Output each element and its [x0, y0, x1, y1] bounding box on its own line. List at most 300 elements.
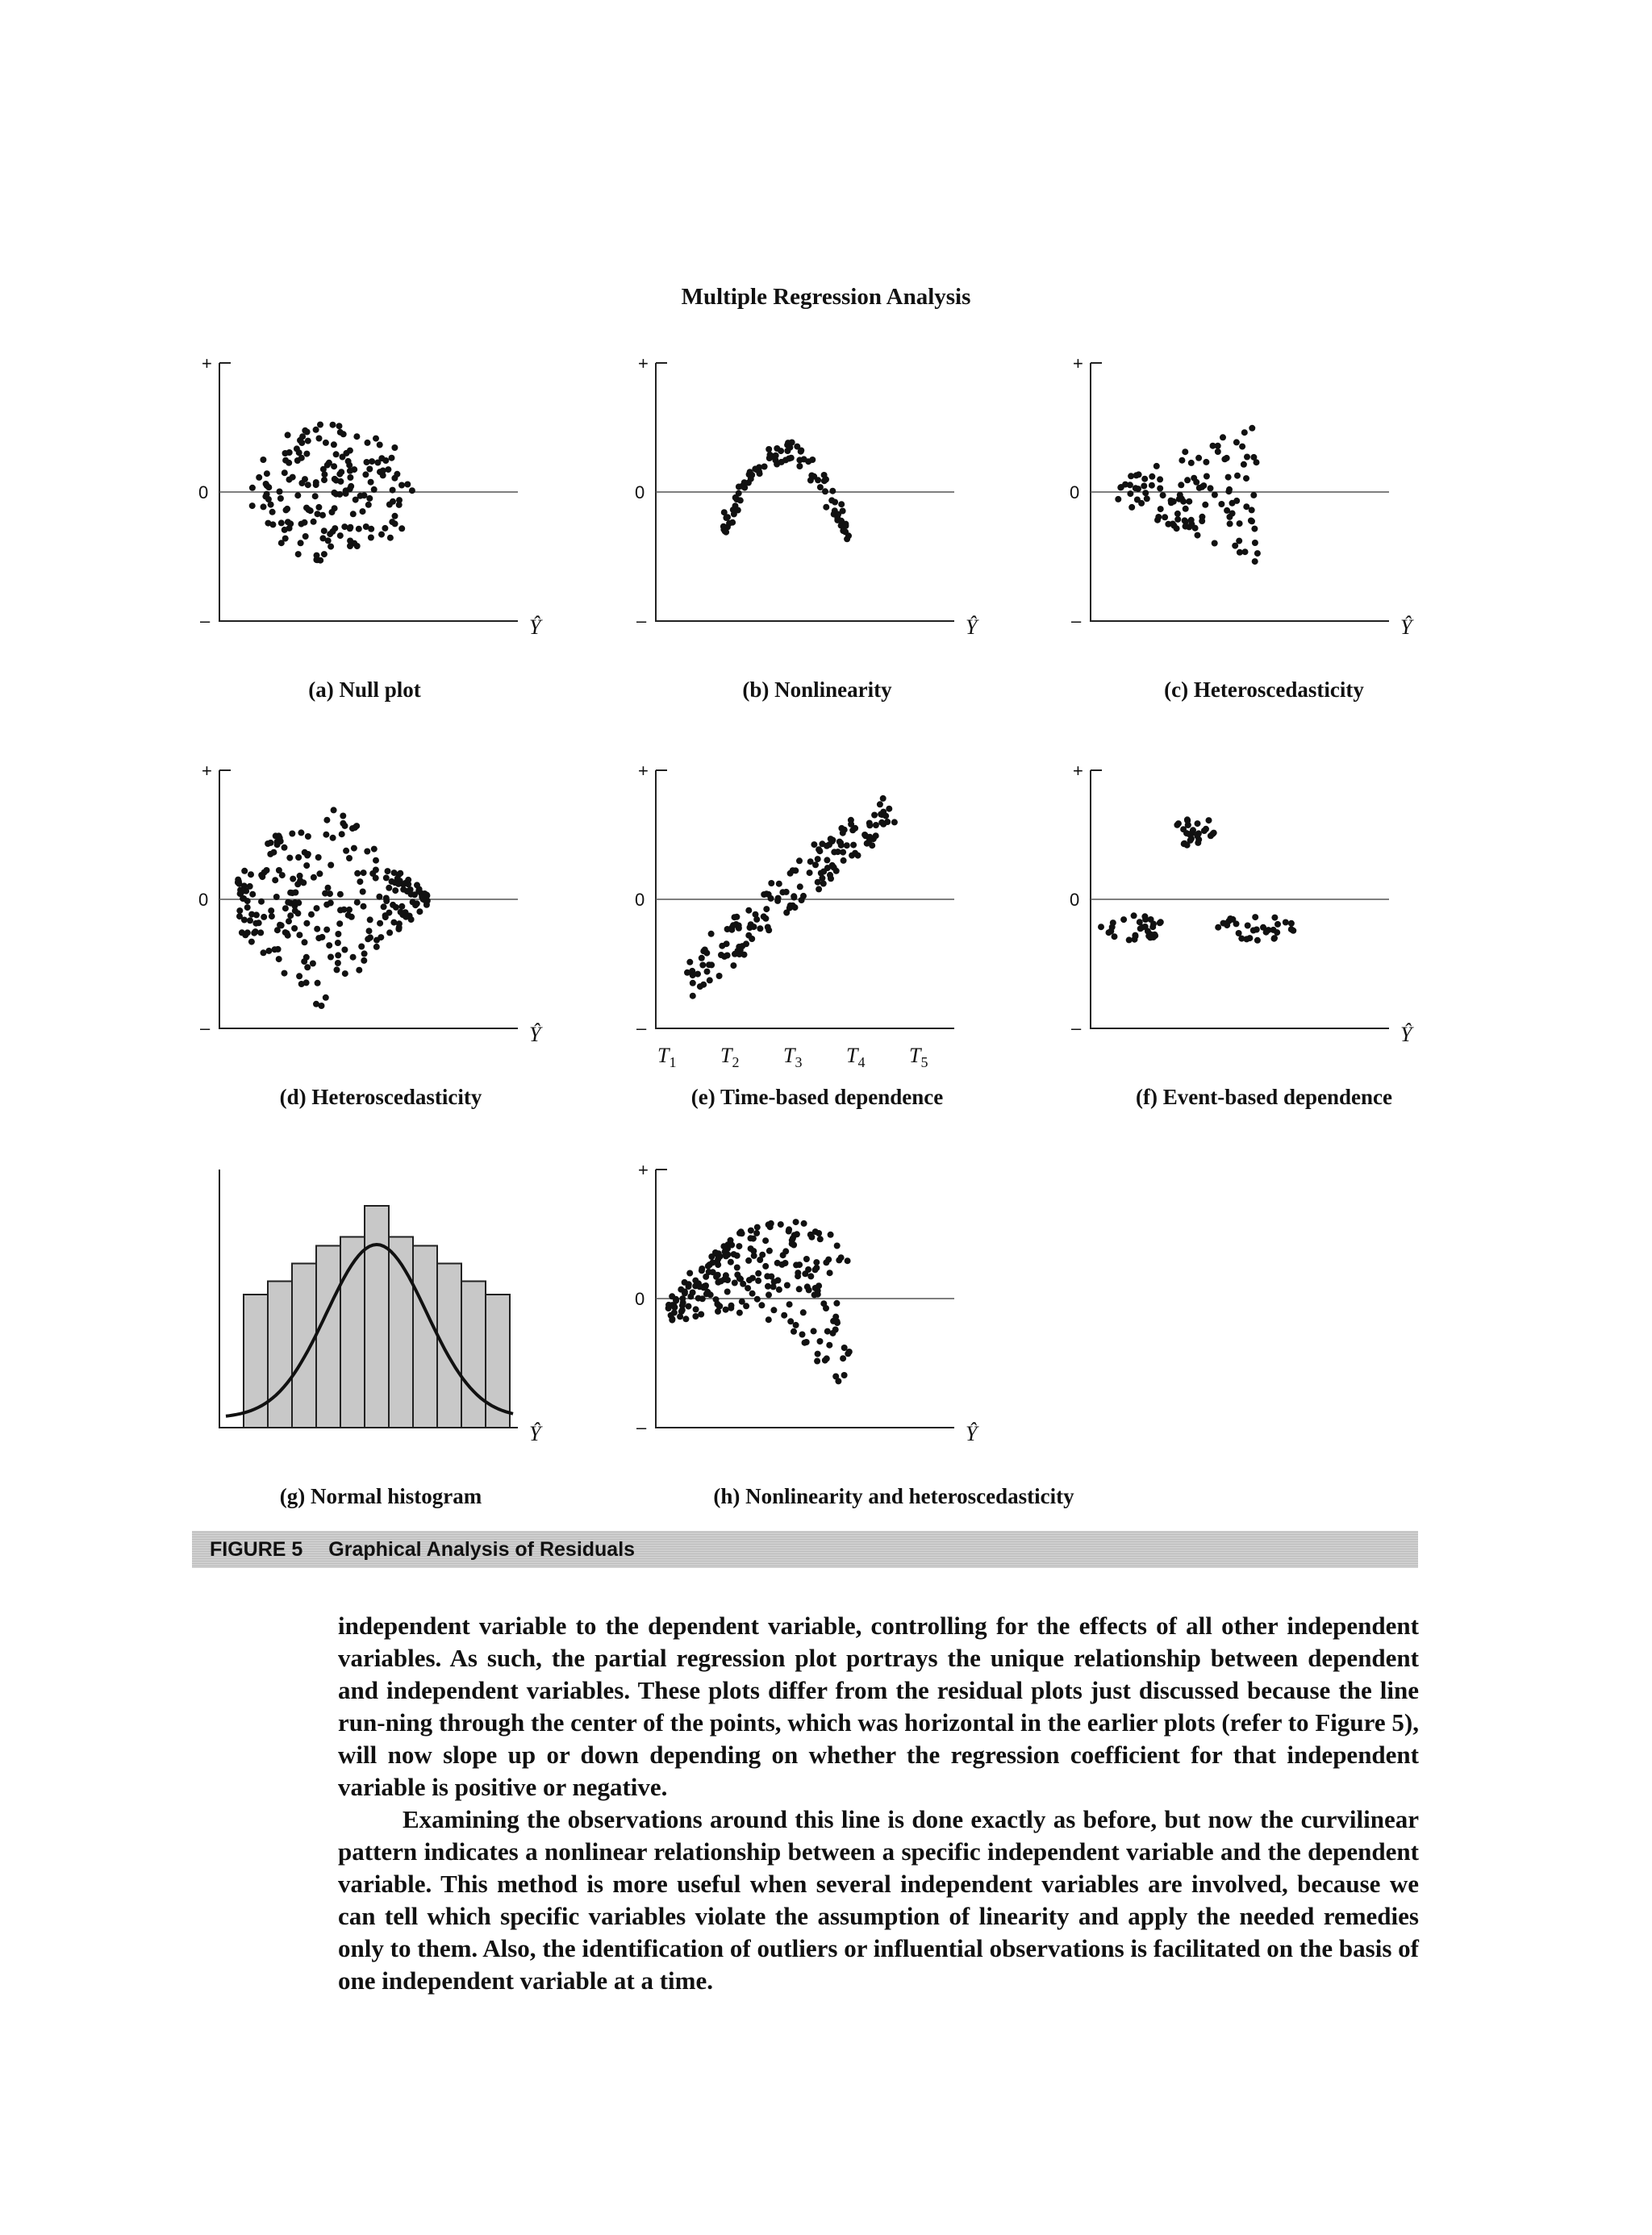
data-point [256, 474, 262, 481]
data-point [391, 444, 398, 451]
panel-g-caption: (g) Normal histogram [279, 1484, 482, 1508]
data-point [793, 1219, 799, 1225]
data-point [819, 875, 825, 882]
yhat-label: Ŷ [529, 1422, 541, 1445]
data-point [1288, 920, 1295, 927]
data-point [791, 893, 797, 899]
data-point [315, 980, 321, 986]
panel-e-caption: (e) Time-based dependence [690, 1085, 944, 1109]
figure-caption-banner [192, 1531, 1418, 1568]
data-point [794, 444, 800, 450]
data-point [722, 1252, 728, 1258]
data-point [380, 468, 386, 474]
data-point [1241, 461, 1247, 468]
data-point [811, 1328, 817, 1334]
data-point [317, 557, 323, 564]
data-point [720, 523, 727, 530]
data-point [690, 993, 696, 999]
data-point [383, 874, 390, 881]
data-point [386, 885, 392, 891]
data-point [1149, 473, 1155, 480]
data-point [314, 926, 320, 932]
panel-h-caption: (h) Nonlinearity and heteroscedasticity [713, 1484, 1074, 1508]
data-point [1243, 503, 1249, 510]
data-point [354, 870, 361, 877]
data-point [282, 905, 289, 911]
data-point [710, 1269, 716, 1275]
data-point [1192, 525, 1199, 532]
data-point [850, 842, 857, 849]
data-point [784, 1282, 791, 1289]
data-point [249, 485, 256, 491]
plus-label: + [1073, 353, 1083, 373]
panel-e-time-based [624, 754, 1075, 1117]
data-point [834, 1243, 841, 1249]
histogram-bar [316, 1246, 340, 1428]
data-point [249, 891, 256, 898]
data-point [1186, 498, 1192, 505]
data-point [823, 504, 829, 511]
data-point [808, 1234, 815, 1241]
data-point [378, 532, 385, 538]
data-point [669, 1316, 675, 1322]
panel-d-plot [187, 754, 639, 1053]
data-point [793, 1322, 799, 1328]
data-point [766, 1248, 773, 1254]
data-point [302, 939, 308, 945]
data-point [304, 429, 311, 436]
data-point [832, 1374, 839, 1380]
data-point [1249, 518, 1255, 524]
data-point [391, 869, 398, 876]
data-point [707, 977, 713, 983]
zero-label: 0 [198, 482, 209, 502]
data-point [877, 801, 883, 807]
data-point [292, 890, 298, 896]
data-point [347, 543, 353, 549]
body-paragraph-1: independent variable to the dependent variable, controlling for the effects of all other independent variables. As such, the partial regression plot portrays the unique relationship between dependent and independent variables. These plots differ from the residual plots just discussed because the line run-ning through the center of the points, which was horizontal in the earlier plots (refer to Figure 5), will now slope up or down depending on whether the regression coefficient for that independent variable is positive or negative. [338, 1612, 1419, 1801]
data-point [753, 1230, 760, 1236]
data-point [294, 492, 301, 498]
data-point [268, 840, 274, 846]
data-point [690, 980, 696, 986]
data-point [1142, 490, 1149, 496]
data-point [394, 875, 401, 882]
data-point [735, 507, 741, 514]
data-point [390, 487, 396, 494]
data-point [1188, 517, 1195, 523]
data-point [310, 961, 316, 967]
data-point [708, 961, 715, 968]
data-point [786, 1301, 793, 1307]
data-point [1122, 482, 1128, 488]
data-point [373, 875, 379, 882]
data-point [323, 994, 329, 1001]
data-point [1137, 919, 1143, 925]
data-point [739, 1299, 745, 1305]
data-point [319, 934, 325, 940]
data-point [699, 962, 706, 969]
data-point [393, 904, 399, 911]
data-point [238, 890, 244, 896]
data-point [327, 954, 334, 961]
data-point [1237, 549, 1243, 556]
data-point [1147, 934, 1153, 940]
data-point [282, 457, 289, 464]
histogram-bar [292, 1264, 316, 1428]
data-point [807, 1273, 814, 1279]
data-point [803, 1256, 810, 1262]
zero-label: 0 [635, 482, 645, 502]
data-point [1215, 448, 1221, 455]
data-point [739, 1230, 745, 1236]
data-point [331, 807, 337, 813]
panel-c-plot [1058, 347, 1510, 645]
data-point [693, 1306, 699, 1312]
data-point [335, 940, 341, 946]
data-point [308, 911, 315, 918]
data-point [366, 928, 373, 934]
data-point [260, 457, 266, 463]
data-point [376, 894, 382, 900]
data-point [682, 1316, 689, 1322]
data-point [392, 887, 398, 894]
data-point [815, 1351, 821, 1357]
data-point [363, 523, 369, 530]
data-point [386, 929, 393, 936]
data-point [278, 519, 285, 526]
data-point [286, 918, 292, 924]
data-point [377, 442, 383, 448]
data-point [745, 1257, 752, 1264]
data-point [726, 520, 732, 527]
body-paragraph-2: Examining the observations around this line is done exactly as before, but now the curvilinear pattern indicates a nonlinear relationship between a specific independent variable and the dependent variable. This method is more useful when several independent variables are involved, because we can tell which specific variables violate the assumption of linearity and apply the needed remedies only to them. Also, the identification of outliers or influential observations is facilitated on the basis of one independent variable at a time. [338, 1805, 1419, 1995]
data-point [378, 934, 384, 940]
data-point [269, 509, 276, 515]
data-point [728, 1305, 734, 1311]
data-point [699, 955, 705, 961]
data-point [302, 533, 309, 540]
running-head: Multiple Regression Analysis [681, 284, 971, 310]
data-point [323, 817, 330, 824]
data-point [298, 829, 304, 836]
data-point [1155, 514, 1162, 520]
zero-label: 0 [1070, 890, 1080, 910]
data-point [321, 527, 327, 534]
yhat-label: Ŷ [529, 1023, 541, 1046]
data-point [1233, 439, 1240, 445]
data-point [749, 1275, 756, 1282]
data-point [294, 445, 300, 452]
data-point [400, 886, 407, 893]
data-point [837, 840, 844, 846]
data-point [1194, 833, 1200, 840]
data-point [848, 821, 854, 828]
data-point [272, 946, 278, 953]
data-point [703, 1274, 709, 1280]
panel-f-event-based [1058, 754, 1510, 1117]
data-point [361, 957, 367, 964]
zero-label: 0 [635, 1289, 645, 1309]
data-point [347, 474, 353, 481]
data-point [783, 889, 790, 895]
data-point [285, 899, 291, 906]
data-point [762, 1263, 769, 1270]
data-point [385, 868, 391, 874]
data-point [342, 823, 348, 829]
data-point [262, 494, 269, 500]
panel-b-nonlinearity [624, 347, 1075, 710]
data-point [686, 1281, 692, 1287]
data-point [289, 831, 295, 837]
data-point [385, 466, 391, 473]
data-point [763, 906, 770, 912]
data-point [381, 903, 387, 910]
data-point [1184, 842, 1191, 849]
data-point [736, 484, 742, 490]
data-point [301, 958, 307, 965]
plus-label: + [638, 761, 649, 781]
data-point [389, 455, 395, 461]
data-point [695, 1280, 702, 1286]
data-point [327, 862, 334, 869]
panel-c-caption: (c) Heteroscedasticity [1164, 678, 1364, 702]
data-point [330, 528, 336, 535]
data-point [302, 519, 308, 526]
data-point [326, 460, 332, 466]
data-point [831, 849, 837, 855]
data-point [298, 981, 305, 987]
data-point [833, 1300, 840, 1307]
data-point [1274, 921, 1281, 928]
data-point [728, 1259, 734, 1266]
data-point [686, 1303, 692, 1310]
data-point [733, 914, 740, 920]
data-point [800, 1309, 807, 1316]
data-point [287, 912, 294, 919]
data-point [766, 446, 772, 452]
data-point [317, 422, 323, 428]
data-point [812, 1228, 819, 1235]
data-point [714, 1301, 720, 1307]
data-point [282, 527, 288, 533]
data-point [360, 889, 366, 895]
data-point [1206, 817, 1212, 824]
data-point [1158, 506, 1164, 512]
data-point [790, 867, 796, 874]
data-point [757, 1257, 763, 1263]
data-point [811, 841, 817, 848]
data-point [687, 1293, 694, 1299]
data-point [269, 521, 276, 527]
data-point [371, 486, 378, 493]
data-point [1106, 929, 1112, 936]
data-point [820, 1300, 827, 1307]
data-point [395, 881, 402, 887]
data-point [1157, 476, 1163, 482]
data-point [1215, 924, 1221, 931]
body-text [338, 1610, 1419, 1997]
data-point [801, 456, 807, 462]
data-point [282, 450, 289, 457]
data-point [236, 913, 243, 919]
data-point [351, 845, 357, 852]
data-point [807, 858, 814, 865]
data-point [235, 877, 241, 883]
data-point [368, 479, 374, 486]
panel-a-caption: (a) Null plot [308, 678, 421, 702]
data-point [295, 551, 302, 557]
data-point [1128, 504, 1135, 511]
data-point [321, 477, 327, 483]
data-point [251, 930, 257, 936]
time-label: $T_4$ [846, 1044, 866, 1070]
histogram-bar [268, 1282, 292, 1428]
data-point [261, 949, 267, 956]
data-point [813, 1259, 820, 1266]
data-point [781, 1312, 787, 1319]
data-point [758, 1302, 765, 1308]
data-point [1168, 499, 1174, 506]
data-point [348, 483, 354, 490]
data-point [248, 871, 254, 878]
data-point [282, 844, 288, 851]
plus-label: + [202, 353, 212, 373]
data-point [273, 894, 280, 900]
data-point [236, 907, 243, 914]
panel-b-caption: (b) Nonlinearity [742, 678, 892, 702]
histogram-bar [437, 1264, 461, 1428]
data-point [335, 931, 341, 937]
data-point [1244, 936, 1250, 942]
data-point [350, 511, 357, 517]
data-point [361, 903, 367, 910]
data-point [347, 524, 353, 531]
data-point [382, 525, 388, 532]
data-point [748, 1235, 754, 1241]
data-point [373, 436, 379, 442]
data-point [880, 809, 886, 815]
data-point [715, 1256, 721, 1262]
plus-label: + [638, 1160, 649, 1180]
data-point [812, 1266, 819, 1273]
data-point [303, 862, 310, 869]
data-point [749, 936, 755, 942]
data-point [786, 444, 793, 451]
data-point [296, 973, 302, 979]
data-point [360, 508, 366, 515]
data-point [342, 970, 348, 977]
data-point [361, 950, 368, 957]
data-point [294, 910, 301, 916]
data-point [1141, 913, 1148, 919]
data-point [1212, 540, 1218, 547]
data-point [816, 886, 822, 892]
data-point [1174, 511, 1181, 517]
data-point [832, 499, 838, 506]
data-point [240, 895, 247, 902]
data-point [796, 1286, 803, 1292]
panel-a-null-plot [187, 347, 639, 710]
data-point [247, 917, 253, 924]
data-point [291, 925, 298, 932]
data-point [311, 519, 317, 525]
data-point [845, 1257, 851, 1264]
data-point [704, 969, 711, 975]
data-point [745, 907, 752, 914]
data-point [1141, 476, 1148, 482]
data-point [334, 966, 340, 973]
data-point [346, 907, 353, 913]
panel-b-plot [624, 347, 1075, 645]
data-point [277, 495, 284, 502]
data-point [364, 849, 370, 855]
data-point [1157, 486, 1163, 492]
data-point [841, 1372, 848, 1378]
data-point [709, 1259, 715, 1266]
data-point [347, 468, 353, 474]
panel-f-plot [1058, 754, 1510, 1053]
data-point [1136, 471, 1142, 477]
axes-frame [198, 761, 543, 1046]
data-point [1220, 920, 1227, 927]
data-point [831, 865, 837, 871]
data-point [802, 1340, 808, 1346]
data-point [1237, 520, 1243, 527]
data-point [1245, 923, 1251, 929]
data-point [873, 832, 879, 839]
data-point [1133, 933, 1139, 940]
data-point [316, 870, 323, 877]
data-point [1288, 926, 1295, 932]
data-point [1239, 444, 1245, 450]
data-point [766, 1316, 772, 1323]
data-point [1141, 483, 1147, 490]
data-point [1229, 511, 1236, 517]
data-point [323, 927, 330, 933]
data-point [276, 956, 282, 962]
data-point [1126, 936, 1133, 943]
data-point [736, 951, 743, 957]
data-point [390, 498, 396, 505]
data-point [272, 877, 278, 883]
data-point [761, 464, 768, 470]
data-point [283, 507, 290, 513]
data-point [736, 1243, 742, 1249]
data-point [365, 440, 371, 446]
data-point [353, 433, 360, 440]
data-point [778, 1221, 784, 1228]
data-point [410, 899, 416, 905]
figure-title: Graphical Analysis of Residuals [328, 1537, 636, 1561]
data-point [822, 488, 828, 494]
data-point [732, 494, 739, 501]
data-point [1250, 928, 1257, 934]
data-point [834, 1318, 841, 1324]
data-point [807, 869, 813, 876]
data-point [1229, 500, 1236, 507]
data-point [1144, 495, 1150, 502]
data-point [315, 511, 321, 517]
data-point [703, 950, 710, 957]
data-point [797, 883, 803, 890]
data-point [730, 962, 736, 969]
data-point [840, 508, 846, 515]
data-point [786, 1226, 792, 1232]
data-point [392, 513, 398, 519]
data-point [398, 525, 405, 532]
data-point [842, 521, 849, 527]
